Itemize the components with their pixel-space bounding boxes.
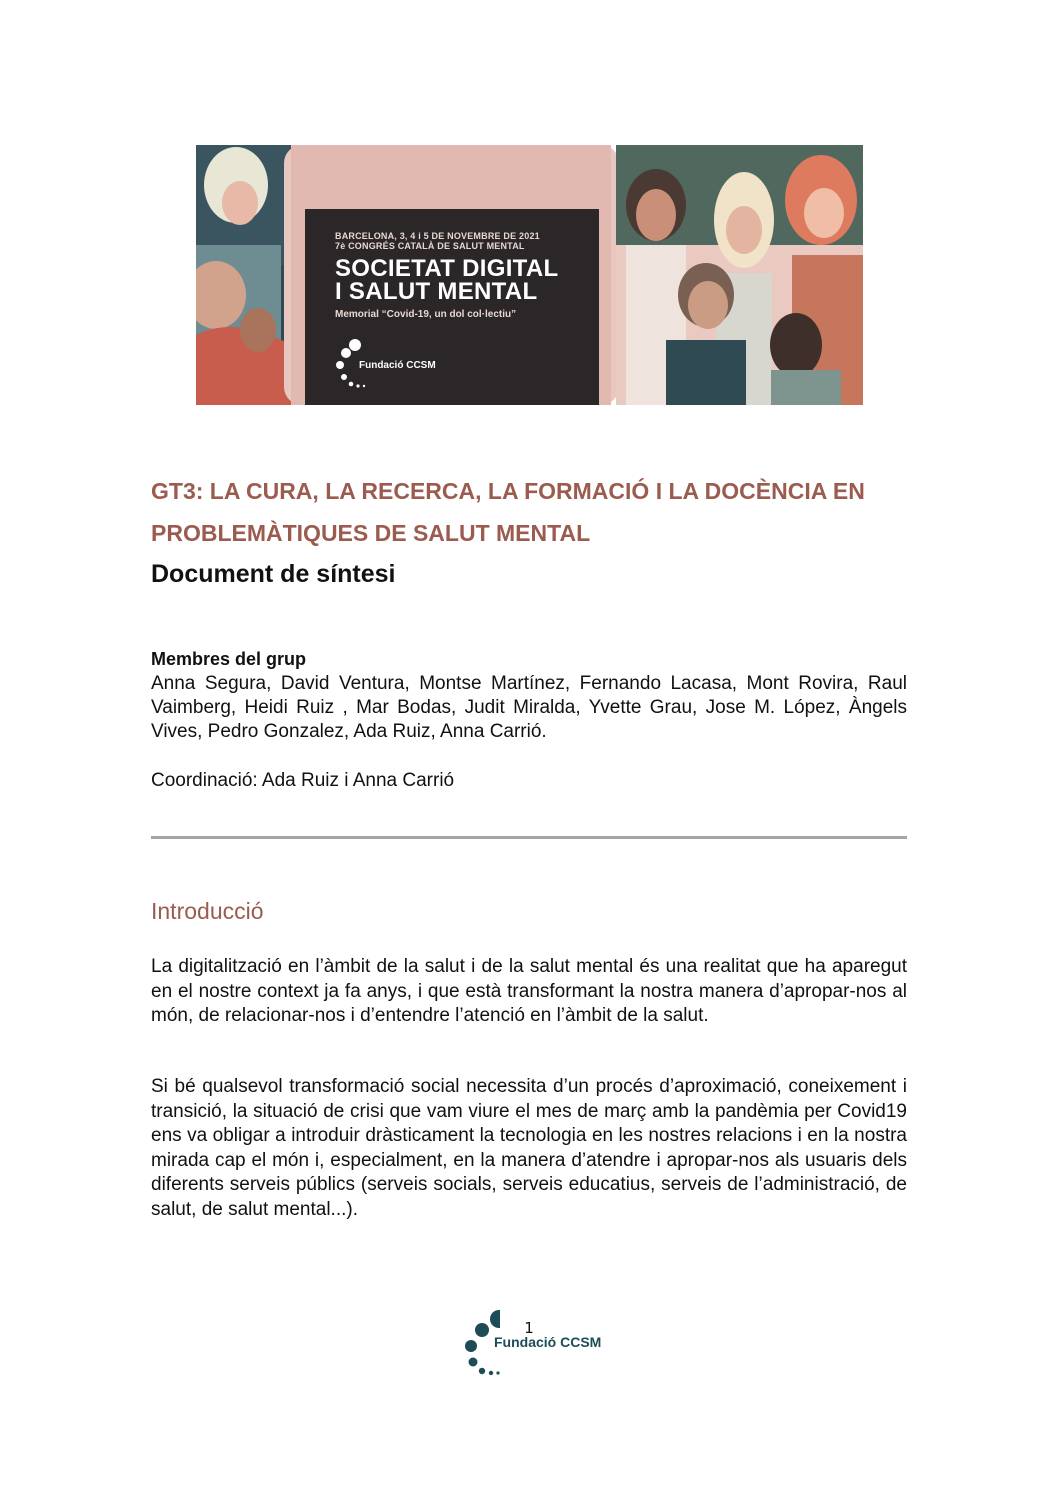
section-divider	[151, 836, 907, 839]
members-list: Anna Segura, David Ventura, Montse Martínez, Fernando Lacasa, Mont Rovira, Raul Vaimberg, Heidi Ruiz , Mar Bodas, Judit Miralda, Yvette Grau, Jose M. López, Àngels Vives, Pedro Gonzalez, Ada Ruiz, Anna Carrió.	[151, 673, 907, 742]
congress-title-line2: I SALUT MENTAL	[335, 278, 538, 305]
banner-logo-text: Fundació CCSM	[359, 360, 436, 371]
document-subtitle: Document de síntesi	[151, 560, 396, 588]
congress-subtitle: Memorial “Covid-19, un dol col·lectiu”	[335, 309, 517, 320]
congress-card	[305, 209, 599, 405]
fundacio-logo	[335, 337, 485, 397]
introduction-paragraph-1: La digitalització en l’àmbit de la salut i de la salut mental és una realitat que ha aparegut en el nostre context ja fa anys, i que està transformant la nostra manera d’apropar-nos al món, de relacionar-nos i d’entendre l’atenció en l’àmbit de la salut.	[151, 956, 907, 1026]
page-number: 1	[524, 1319, 534, 1337]
members-label: Membres del grup	[151, 649, 307, 669]
footer-logo-text: Fundació CCSM	[494, 1334, 602, 1350]
banner-image	[196, 145, 863, 405]
coordination-text: Coordinació: Ada Ruiz i Anna Carrió	[151, 770, 455, 791]
introduction-heading: Introducció	[151, 898, 264, 924]
footer-logo	[460, 1305, 610, 1385]
introduction-paragraph-2: Si bé qualsevol transformació social necessita d’un procés d’aproximació, coneixement i transició, la situació de crisi que vam viure el mes de març amb la pandèmia per Covid19 ens va obligar a introduir dràsticament la tecnologia en les nostres relacions i en la nostra mirada cap el món i, especialment, en la manera d’atendre i apropar-nos als usuaris dels diferents serveis públics (serveis socials, serveis educatius, serveis de l’administració, de salut, de salut mental...).	[151, 1076, 907, 1220]
congress-title-line1: SOCIETAT DIGITAL	[335, 255, 559, 282]
document-heading: GT3: LA CURA, LA RECERCA, LA FORMACIÓ I LA DOCÈNCIA EN PROBLEMÀTIQUES DE SALUT MENTAL	[151, 478, 865, 546]
congress-date: BARCELONA, 3, 4 i 5 DE NOVEMBRE DE 2021	[335, 231, 540, 241]
congress-name: 7è CONGRÉS CATALÀ DE SALUT MENTAL	[335, 241, 525, 251]
